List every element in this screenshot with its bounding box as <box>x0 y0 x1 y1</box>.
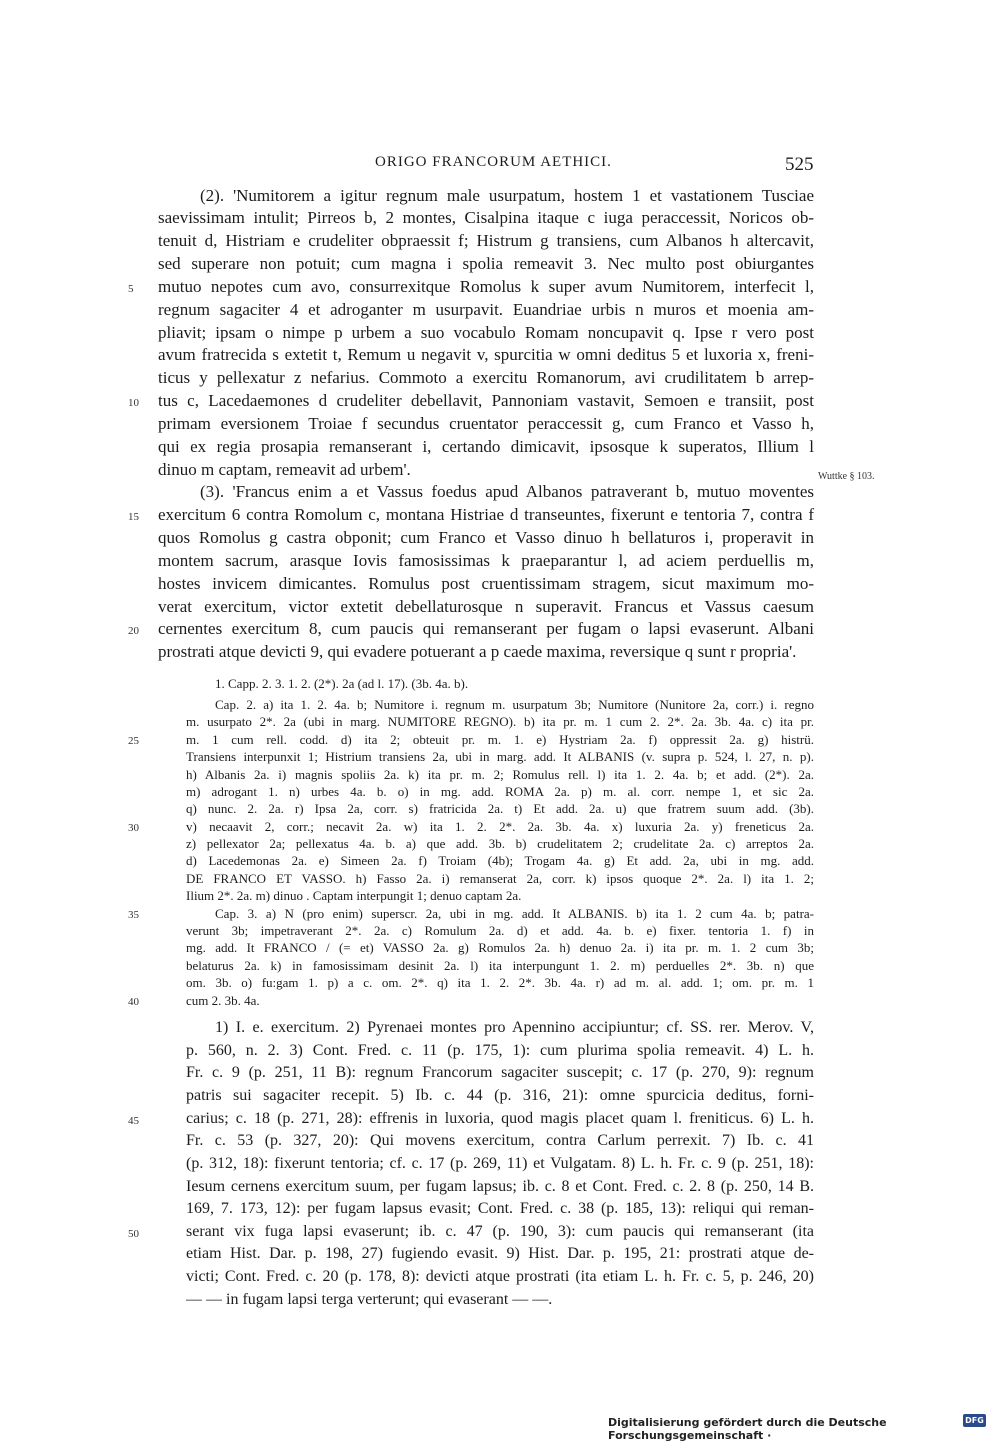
footnote-line: Iesum cernens exercitum suum, per fugam lapsus; ib. c. 8 et Cont. Fred. c. 2. 8 (p. 250, 14 B. <box>186 1178 814 1195</box>
line-number: 15 <box>128 511 139 523</box>
footnote-line: Fr. c. 9 (p. 251, 11 B): regnum Francorum sagaciter suscepit; c. 17 (p. 270, 9): regnum <box>186 1064 814 1081</box>
digitization-credit: Digitalisierung gefördert durch die Deutsche Forschungsgemeinschaft · <box>608 1416 887 1442</box>
footnote-line: — — in fugam lapsi terga verterunt; qui evaserant — —. <box>186 1291 553 1308</box>
line-number: 30 <box>128 822 139 834</box>
apparatus-line: belaturus 2a. k) in famosissimam desinit 2a. l) ita interpungunt 1. 2. m) perduelles 2*. 3b. n) que <box>186 958 814 973</box>
line-number: 35 <box>128 909 139 921</box>
apparatus-line: Cap. 3. a) N (pro enim) superscr. 2a, ubi in mg. add. It ALBANIS. b) ita 1. 2 cum 4a. b; patra- <box>215 906 814 921</box>
line-number: 20 <box>128 625 139 637</box>
footnote-line: 169, 7. 173, 12): per fugam lapsus evasit; Cont. Fred. c. 38 (p. 185, 13): reliqui qui reman- <box>186 1200 814 1217</box>
main-line: verat exercitum, victor extetit debellaturosque n superavit. Francus et Vassus caesum <box>158 597 814 616</box>
main-line: cernentes exercitum 8, cum paucis qui remanserant per fugam o lapsi evaserunt. Albani <box>158 619 814 638</box>
apparatus-line: Cap. 2. a) ita 1. 2. 4a. b; Numitore i. regnum m. usurpatum 3b; Numitore (Nunitore 2a, corr.) i. regno <box>215 697 814 712</box>
apparatus-line: cum 2. 3b. 4a. <box>186 993 260 1008</box>
line-number: 45 <box>128 1115 139 1127</box>
main-line: montem sacrum, arasque Iovis famosissimas k praeparantur l, ad aciem perduellis m, <box>158 551 814 570</box>
main-line: ticus y pellexatur z nefarius. Commoto a exercitu Romanorum, avi crudilitatem b arrep- <box>158 368 814 387</box>
running-title: ORIGO FRANCORUM AETHICI. <box>375 154 612 170</box>
dfg-logo: DFG <box>963 1414 986 1427</box>
footnote-line: victi; Cont. Fred. c. 20 (p. 178, 8): devicti atque prostrati (ita etiam L. h. Fr. c. 5, p. 246, 20) <box>186 1268 814 1285</box>
apparatus-line: m) adrogant 1. n) urbes 4a. b. o) in mg. add. ROMA 2a. p) m. al. corr. nempe 1, et sic 2a. <box>186 784 814 799</box>
main-line: tenuit d, Histriam e crudeliter obpraessit f; Histrum g transiens, cum Albanos h altercavit, <box>158 231 814 250</box>
apparatus-line: z) pellexator 2a; pellexatus 4a. b. a) que add. 3b. b) crudelitatem 2; crudelitate 2a. c) arreptos 2a. <box>186 836 814 851</box>
footnote-line: 1) I. e. exercitum. 2) Pyrenaei montes pro Apennino accipiuntur; cf. SS. rer. Merov. V, <box>215 1019 814 1036</box>
footnote-line: patris sui sagaciter recepit. 5) Ib. c. 44 (p. 316, 21): omne spurcicia deditus, forni- <box>186 1087 814 1104</box>
apparatus-line: DE FRANCO ET VASSO. h) Fasso 2a. i) remanserat 2a, corr. k) ipsos quoque 2*. 2a. l) ita 1. 2; <box>186 871 814 886</box>
apparatus-line: m. usurpato 2*. 2a (ubi in marg. NUMITORE REGNO). b) ita pr. m. 1 cum 2. 2*. 2a. 3b. 4a. c) ita pr. <box>186 714 814 729</box>
main-line: prostrati atque devicti 9, qui evadere potuerant a p caede maxima, reversique q sunt r propria'. <box>158 642 797 661</box>
line-number: 40 <box>128 996 139 1008</box>
margin-note: Wuttke § 103. <box>818 471 875 482</box>
apparatus-line: mg. add. It FRANCO / (= et) VASSO 2a. g) Romulos 2a. h) denuo 2a. i) ita pr. m. 1. 2 cum 3b; <box>186 940 814 955</box>
main-line: sed superare non potuit; cum magna i spolia remeavit 3. Nec multo post obiurgantes <box>158 254 814 273</box>
main-line: (3). 'Francus enim a et Vassus foedus apud Albanos patraverant b, mutuo moventes <box>200 482 814 501</box>
line-number: 25 <box>128 735 139 747</box>
main-line: saevissimam intulit; Pirreos b, 2 montes, Cisalpina itaque c iuga peraccessit, Noricos ob- <box>158 208 814 227</box>
apparatus-line: m. 1 cum rell. codd. d) ita 2; obteuit pr. m. 1. e) Hystriam 2a. f) oppressit 2a. g) histrü. <box>186 732 814 747</box>
main-line: qui ex regia prosapia remanserant i, certando dimicavit, ipsosque k superatos, Illium l <box>158 437 814 456</box>
footnote-line: carius; c. 18 (p. 271, 28): effrenis in luxoria, quod magis placet quam l. freniticus. 6) L. h. <box>186 1110 814 1127</box>
footnote-line: Fr. c. 53 (p. 327, 20): Qui movens exercitum, contra Carlum perrexit. 7) Ib. c. 41 <box>186 1132 814 1149</box>
page-number: 525 <box>785 154 814 175</box>
apparatus-line: h) Albanis 2a. i) magnis spoliis 2a. k) ita pr. m. 2; Romulus rell. l) ita 1. 2. 4a. b; et add. (2*). 2a. <box>186 767 814 782</box>
main-line: pliavit; ipsam o nimpe p urbem a suo vocabulo Romam noncupavit q. Ipse r vero post <box>158 323 814 342</box>
footnote-line: p. 560, n. 2. 3) Cont. Fred. c. 11 (p. 175, 1): cum plurima spolia remeavit. 4) L. h. <box>186 1042 814 1059</box>
footnote-line: serant vix fuga lapsi evaserunt; ib. c. 47 (p. 190, 3): cum paucis qui remanserant (ita <box>186 1223 814 1240</box>
line-number: 50 <box>128 1228 139 1240</box>
apparatus-line: 1. Capp. 2. 3. 1. 2. (2*). 2a (ad l. 17). (3b. 4a. b). <box>215 676 469 691</box>
main-line: dinuo m captam, remeavit ad urbem'. <box>158 460 411 479</box>
line-number: 10 <box>128 397 139 409</box>
footnote-line: etiam Hist. Dar. p. 198, 27) fugiendo evasit. 9) Hist. Dar. p. 195, 21: prostrati atque de- <box>186 1245 814 1262</box>
apparatus-line: Ilium 2*. 2a. m) dinuo . Captam interpungit 1; denuo captam 2a. <box>186 888 522 903</box>
apparatus-line: Transiens interpunxit 1; Histrium transiens 2a, ubi in marg. add. It ALBANIS (v. supra p. 524, l. 27, n. p). <box>186 749 814 764</box>
line-number: 5 <box>128 283 134 295</box>
main-line: hostes invicem dimicantes. Romulus post cruentissimam stragem, sicut maximum mo- <box>158 574 814 593</box>
apparatus-line: d) Lacedemonas 2a. e) Simeen 2a. f) Troiam (4b); Trogam 4a. g) Et add. 2a, ubi in mg. add. <box>186 853 814 868</box>
main-line: avum fratrecida s extetit t, Remum u negavit v, spurcitia w omni deditus 5 et luxoria x, freni- <box>158 345 814 364</box>
apparatus-line: verunt 3b; impetraverant 2*. 2a. c) Romulum 2a. d) et add. 4a. b. e) fixer. tentoria 1. f) in <box>186 923 814 938</box>
main-line: exercitum 6 contra Romolum c, montana Histriae d transeuntes, fixerunt e tentoria 7, contra f <box>158 505 814 524</box>
main-line: quos Romolus g castra obponit; cum Franco et Vasso dinuo h bellaturos i, properavit in <box>158 528 814 547</box>
main-line: primam eversionem Troiae f secundus cruentator peraccessit g, cum Franco et Vasso h, <box>158 414 814 433</box>
apparatus-line: om. 3b. o) fu:gam 1. p) a c. om. 2*. q) ita 1. 2. 2*. 3b. 4a. r) ad m. al. add. 1; om. pr. m. 1 <box>186 975 814 990</box>
footnote-line: (p. 312, 18): fixerunt tentoria; cf. c. 17 (p. 269, 11) et Vulgatam. 8) L. h. Fr. c. 9 (p. 251, 18): <box>186 1155 814 1172</box>
main-line: regnum sagaciter 4 et adroganter m usurpavit. Euandriae urbis n muros et moenia am- <box>158 300 814 319</box>
main-line: mutuo nepotes cum avo, consurrexitque Romolus k super avum Numitorem, interfecit l, <box>158 277 814 296</box>
main-line: tus c, Lacedaemones d crudeliter debellavit, Pannoniam vastavit, Semoen e transiit, post <box>158 391 814 410</box>
main-line: (2). 'Numitorem a igitur regnum male usurpatum, hostem 1 et vastationem Tusciae <box>200 186 814 205</box>
apparatus-line: v) necaavit 2, corr.; necavit 2a. w) ita 1. 2. 2*. 2a. 3b. 4a. x) luxuria 2a. y) freneticus 2a. <box>186 819 814 834</box>
apparatus-line: q) nunc. 2. 2a. r) Ipsa 2a, corr. s) fratricida 2a. t) Et add. 2a. u) que fratrem suum add. (3b). <box>186 801 814 816</box>
